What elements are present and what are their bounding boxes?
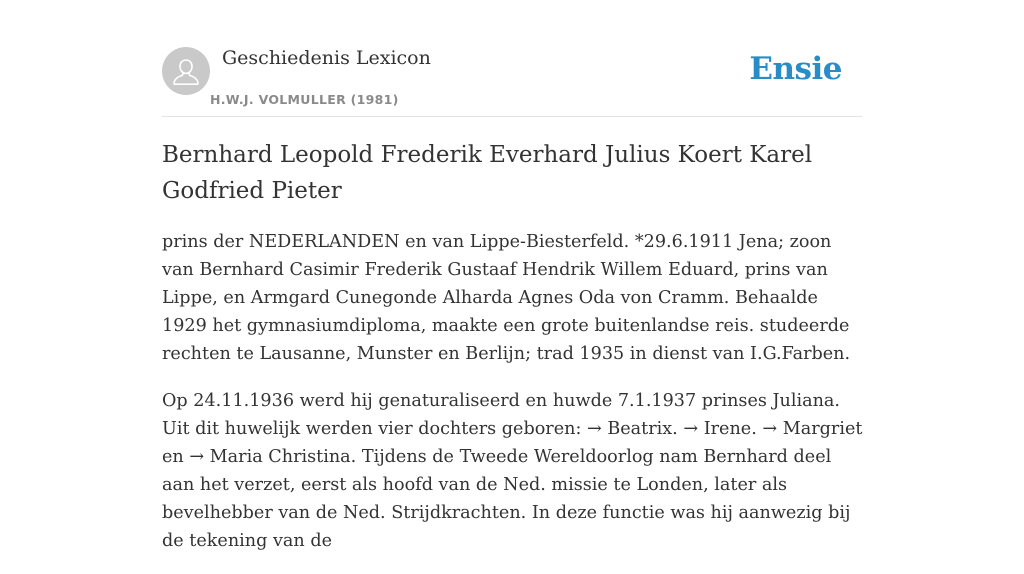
source-title[interactable]: Geschiedenis Lexicon	[222, 47, 431, 69]
entry-paragraph: prins der NEDERLANDEN en van Lippe-Biesterfeld. *29.6.1911 Jena; zoon van Bernhard Casimir Frederik Gustaaf Hendrik Willem Eduard, prins van Lippe, en Armgard Cunegonde Alharda Agnes Oda von Cramm. Behaalde 1929 het gymnasiumdiploma, maakte een grote buitenlandse reis. studeerde rechten te Lausanne, Munster en Berlijn; trad 1935 in dienst van I.G.Farben.	[162, 232, 851, 364]
author-credit[interactable]: H.W.J. VOLMULLER (1981)	[210, 92, 399, 107]
user-avatar-icon	[162, 47, 210, 95]
entry-body	[162, 228, 864, 574]
ensie-logo[interactable]: Ensie	[749, 51, 842, 87]
source-header	[162, 46, 862, 117]
entry-title: Bernhard Leopold Frederik Everhard Julius Koert Karel Godfried Pieter	[162, 142, 813, 204]
entry-paragraph: Op 24.11.1936 werd hij genaturaliseerd en huwde 7.1.1937 prinses Juliana. Uit dit huwelijk werden vier dochters geboren: → Beatrix. → Irene. → Margriet en → Maria Christina. Tijdens de Tweede Wereldoorlog nam Bernhard deel aan het verzet, eerst als hoofd van de Ned. missie te Londen, later als bevelhebber van de Ned. Strijdkrachten. In deze functie was hij aanwezig bij de tekening van de	[162, 391, 863, 551]
